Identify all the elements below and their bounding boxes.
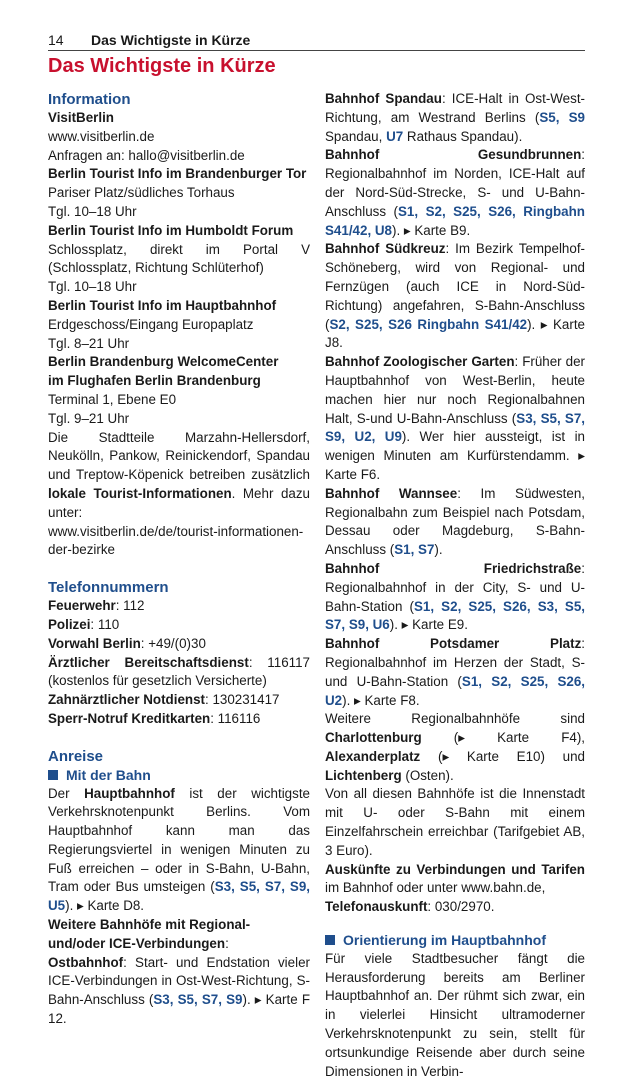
info-hbf-hours: Tgl. 8–21 Uhr bbox=[48, 335, 130, 351]
square-bullet-icon bbox=[48, 770, 58, 780]
bezirke-url: www.visitberlin.de/de/tourist-informationen-der-bezirke bbox=[48, 523, 304, 558]
welcomecenter-name-2: im Flughafen Berlin Brandenburg bbox=[48, 373, 261, 389]
right-column bbox=[325, 90, 585, 1081]
friedrichstrasse-entry: Bahnhof Friedrichstraße: Regionalbahnhof in der City, S- und U-Bahn-Station (S1, S2, S25, S26, S3, S5, S7, S9, U6). ▸ Karte E9. bbox=[325, 560, 585, 633]
info-tor-location: Pariser Platz/südliches Torhaus bbox=[48, 185, 235, 201]
visitberlin-website: www.visitberlin.de bbox=[48, 128, 155, 144]
hauptbahnhof-paragraph: Der Hauptbahnhof ist der wichtigste Verkehrsknotenpunkt Berlins. Vom Hauptbahnhof kann man das Regierungsviertel in wenigen Minuten zu Fuß erreichen – oder in S-Bahn, U-Bahn, Tram oder Bus umsteigen (S3, S5, S7, S9, U5). ▸ Karte D8. bbox=[48, 785, 310, 914]
welcomecenter-hours: Tgl. 9–21 Uhr bbox=[48, 410, 130, 426]
welcomecenter-location: Terminal 1, Ebene E0 bbox=[48, 391, 177, 407]
info-hf-hours: Tgl. 10–18 Uhr bbox=[48, 279, 137, 295]
info-hbf-location: Erdgeschoss/Eingang Europaplatz bbox=[48, 316, 254, 332]
info-hf-name: Berlin Tourist Info im Humboldt Forum bbox=[48, 222, 294, 238]
page-title: Das Wichtigste in Kürze bbox=[48, 55, 276, 77]
subheading-bahn: Mit der Bahn bbox=[48, 766, 310, 785]
info-tor-hours: Tgl. 10–18 Uhr bbox=[48, 203, 137, 219]
wannsee-entry: Bahnhof Wannsee: Im Südwesten, Regionalbahn zum Beispiel nach Potsdam, Dessau oder Magdeburg, S-Bahn-Anschluss (S1, S7). bbox=[325, 485, 585, 558]
visitberlin-name: VisitBerlin bbox=[48, 110, 114, 125]
weitere-bahnhoefe-heading: Weitere Bahnhöfe mit Regional- und/oder ICE-Verbindungen: bbox=[48, 917, 251, 951]
square-bullet-icon bbox=[325, 935, 335, 945]
info-hf-location: Schlossplatz, direkt im Portal V (Schlossplatz, Richtung Schlüterhof) bbox=[48, 241, 310, 276]
section-heading-information: Information bbox=[48, 91, 131, 108]
gesundbrunnen-entry: Bahnhof Gesundbrunnen: Regionalbahnhof im Norden, ICE-Halt auf der Nord-Süd-Strecke, S- und U-Bahn-Anschluss (S1, S2, S25, S26, Ringbahn S41/42, U8). ▸ Karte B9. bbox=[325, 147, 585, 238]
innenstadt-paragraph: Von all diesen Bahnhöfe ist die Innenstadt mit U- oder S-Bahn mit einem Einzelfahrschein erreichbar (Tarifgebiet AB, 3 Euro). bbox=[325, 786, 585, 858]
left-column bbox=[48, 90, 310, 1029]
tel-feuerwehr: Feuerwehr: 112 bbox=[48, 598, 145, 614]
auskunft-paragraph: Auskünfte zu Verbindungen und Tarifen im Bahnhof oder unter www.bahn.de, bbox=[325, 861, 585, 896]
page-number: 14 bbox=[48, 32, 64, 48]
ostbahnhof-entry: Ostbahnhof: Start- und Endstation vieler ICE-Verbindungen in Ost-West-Richtung, S-Bahn-Anschluss (S3, S5, S7, S9). ▸ Karte F 12. bbox=[48, 954, 310, 1027]
info-hbf-name: Berlin Tourist Info im Hauptbahnhof bbox=[48, 297, 277, 313]
potsdamer-platz-entry: Bahnhof Potsdamer Platz: Regionalbahnhof im Herzen der Stadt, S- und U-Bahn-Station (S1, S2, S25, S26, U2). ▸ Karte F8. bbox=[325, 636, 586, 708]
info-tor-name: Berlin Tourist Info im Brandenburger Tor bbox=[48, 166, 307, 182]
bezirke-paragraph: Die Stadtteile Marzahn-Hellersdorf, Neukölln, Pankow, Reinickendorf, Spandau und Treptow-Köpenick betreiben zusätzlich lokale Tourist-Informationen. Mehr dazu unter: bbox=[48, 429, 310, 520]
running-header bbox=[48, 30, 585, 51]
telefonauskunft: Telefonauskunft: 030/2970. bbox=[325, 899, 495, 915]
running-title: Das Wichtigste in Kürze bbox=[91, 32, 251, 48]
zoo-entry: Bahnhof Zoologischer Garten: Früher der Hauptbahnhof von West-Berlin, heute machen hier nur noch Regionalbahnen Halt, S-und U-Bahn-Anschluss (S3, S5, S7, S9, U2, U9). Wer hier aussteigt, ist in wenigen Minuten am Kurfürstendamm. ▸ Karte F6. bbox=[325, 354, 586, 482]
tel-polizei: Polizei: 110 bbox=[48, 616, 120, 632]
visitberlin-email: Anfragen an: hallo@visitberlin.de bbox=[48, 147, 245, 163]
orientierung-paragraph: Für viele Stadtbesucher fängt die Herausforderung bereits am Berliner Hauptbahnhof an. Der rühmt sich zwar, ein in vielerlei Hinsicht ultramoderner Verkehrsknotenpunkt zu sein, stellt für ortsunkundige Reisende aber durch seine Dimensionen in Verbin- bbox=[325, 950, 585, 1079]
tel-sperr-notruf: Sperr-Notruf Kreditkarten: 116116 bbox=[48, 710, 261, 726]
welcomecenter-name: Berlin Brandenburg WelcomeCenter bbox=[48, 354, 279, 370]
section-heading-telefon: Telefonnummern bbox=[48, 579, 169, 597]
tel-zahnarzt: Zahnärztlicher Notdienst: 130231417 bbox=[48, 692, 280, 708]
spandau-entry: Bahnhof Spandau: ICE-Halt in Ost-West-Richtung, am Westrand Berlins (S5, S9 Spandau, U7 Rathaus Spandau). bbox=[325, 91, 585, 144]
tel-arzt: Ärztlicher Bereitschaftsdienst: 116117 (kostenlos für gesetzlich Versicherte) bbox=[48, 654, 310, 689]
tel-vorwahl: Vorwahl Berlin: +49/(0)30 bbox=[48, 635, 206, 651]
subheading-orientierung: Orientierung im Hauptbahnhof bbox=[325, 931, 585, 950]
weitere-regionalbahnhoefe: Weitere Regionalbahnhöfe sind Charlottenburg (▸ Karte F4), Alexanderplatz (▸ Karte E10) und Lichtenberg (Osten). bbox=[325, 711, 585, 783]
section-heading-anreise: Anreise bbox=[48, 747, 104, 765]
suedkreuz-entry: Bahnhof Südkreuz: Im Bezirk Tempelhof-Schöneberg, wird von Regional- und Fernzügen (auch ICE in Nord-Süd-Richtung) angefahren, S-Bahn-Anschluss (S2, S25, S26 Ringbahn S41/42). ▸ Karte J8. bbox=[325, 241, 585, 351]
